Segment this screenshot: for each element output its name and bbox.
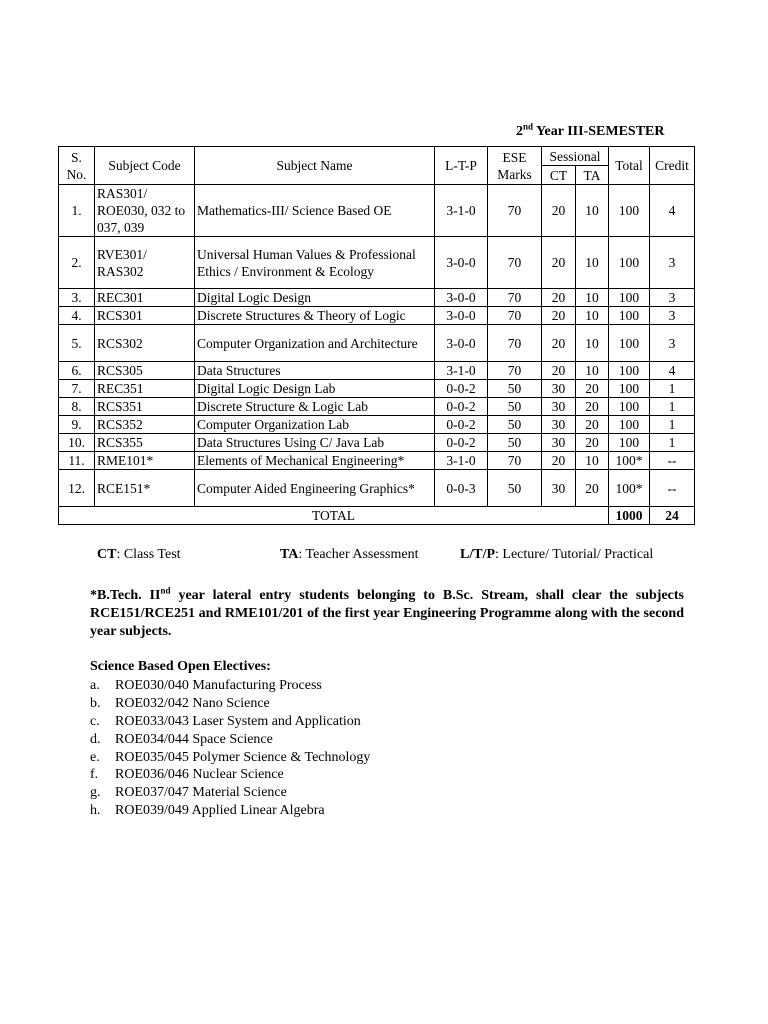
row-sno: 5. bbox=[59, 325, 95, 362]
elective-letter: f. bbox=[90, 767, 99, 783]
legend-ct-key: CT bbox=[97, 547, 117, 562]
header-ta: TA bbox=[576, 166, 609, 185]
row-sno: 11. bbox=[59, 452, 95, 470]
elective-letter: h. bbox=[90, 803, 101, 819]
row-subject-code: RCS355 bbox=[95, 434, 195, 452]
total-marks: 1000 bbox=[609, 507, 650, 525]
table-row bbox=[59, 398, 695, 416]
elective-text: ROE033/043 Laser System and Application bbox=[115, 713, 361, 729]
row-subject-name: Computer Organization and Architecture bbox=[195, 325, 435, 362]
row-ta: 20 bbox=[576, 470, 609, 507]
row-ct: 20 bbox=[542, 452, 576, 470]
header-subject-code: Subject Code bbox=[95, 147, 195, 185]
row-sno: 8. bbox=[59, 398, 95, 416]
row-sno: 2. bbox=[59, 237, 95, 289]
table-row bbox=[59, 470, 695, 507]
row-sno: 4. bbox=[59, 307, 95, 325]
row-ct: 20 bbox=[542, 289, 576, 307]
elective-letter: e. bbox=[90, 749, 100, 765]
row-sno: 10. bbox=[59, 434, 95, 452]
row-ta: 10 bbox=[576, 452, 609, 470]
row-ese: 50 bbox=[488, 470, 542, 507]
row-credit: 4 bbox=[650, 362, 695, 380]
row-ct: 30 bbox=[542, 434, 576, 452]
elective-text: ROE035/045 Polymer Science & Technology bbox=[115, 749, 371, 765]
elective-letter: c. bbox=[90, 713, 100, 729]
row-credit: 3 bbox=[650, 237, 695, 289]
row-subject-name: Data Structures bbox=[195, 362, 435, 380]
row-ltp: 3-0-0 bbox=[435, 307, 488, 325]
row-total: 100 bbox=[609, 237, 650, 289]
header-ct: CT bbox=[542, 166, 576, 185]
header-subject-name: Subject Name bbox=[195, 147, 435, 185]
row-subject-name: Data Structures Using C/ Java Lab bbox=[195, 434, 435, 452]
row-ta: 10 bbox=[576, 325, 609, 362]
table-row bbox=[59, 416, 695, 434]
row-subject-name: Discrete Structure & Logic Lab bbox=[195, 398, 435, 416]
header-total: Total bbox=[609, 147, 650, 185]
legend-ltp-value: : Lecture/ Tutorial/ Practical bbox=[495, 547, 654, 562]
row-total: 100* bbox=[609, 452, 650, 470]
elective-letter: g. bbox=[90, 785, 101, 801]
row-ese: 50 bbox=[488, 380, 542, 398]
row-ese: 70 bbox=[488, 289, 542, 307]
row-ltp: 3-1-0 bbox=[435, 362, 488, 380]
course-schedule-table bbox=[58, 146, 695, 525]
row-ltp: 3-1-0 bbox=[435, 185, 488, 237]
table-row bbox=[59, 289, 695, 307]
electives-title: Science Based Open Electives: bbox=[90, 659, 271, 674]
row-ct: 20 bbox=[542, 307, 576, 325]
row-ltp: 3-0-0 bbox=[435, 325, 488, 362]
row-subject-code: REC301 bbox=[95, 289, 195, 307]
row-sno: 9. bbox=[59, 416, 95, 434]
header-credit: Credit bbox=[650, 147, 695, 185]
row-ta: 10 bbox=[576, 362, 609, 380]
elective-text: ROE036/046 Nuclear Science bbox=[115, 767, 284, 783]
header-ltp: L-T-P bbox=[435, 147, 488, 185]
row-ct: 30 bbox=[542, 398, 576, 416]
row-credit: -- bbox=[650, 470, 695, 507]
row-credit: 3 bbox=[650, 325, 695, 362]
elective-letter: a. bbox=[90, 678, 100, 693]
row-subject-name: Computer Organization Lab bbox=[195, 416, 435, 434]
total-label: TOTAL bbox=[59, 507, 609, 525]
legend-ta bbox=[280, 547, 419, 563]
row-ta: 10 bbox=[576, 289, 609, 307]
heading-rest: Year III-SEMESTER bbox=[533, 124, 665, 139]
row-subject-code: RVE301/ RAS302 bbox=[95, 237, 195, 289]
row-ese: 70 bbox=[488, 452, 542, 470]
row-total: 100 bbox=[609, 416, 650, 434]
row-total: 100 bbox=[609, 325, 650, 362]
row-ta: 20 bbox=[576, 434, 609, 452]
elective-item bbox=[90, 784, 370, 802]
row-ese: 70 bbox=[488, 237, 542, 289]
row-ct: 30 bbox=[542, 470, 576, 507]
note-part2: year lateral entry students belonging to B.Sc. Stream, shall clear the subjects RCE151/RCE251 and RME101/201 of the first year Engineering Programme along with the second year subjects. bbox=[90, 588, 684, 639]
elective-item bbox=[90, 695, 370, 713]
row-credit: 4 bbox=[650, 185, 695, 237]
row-ta: 20 bbox=[576, 380, 609, 398]
header-sessional: Sessional bbox=[542, 147, 609, 166]
table-total-row bbox=[59, 507, 695, 525]
row-subject-name: Elements of Mechanical Engineering* bbox=[195, 452, 435, 470]
legend-ta-key: TA bbox=[280, 547, 299, 562]
row-subject-code: REC351 bbox=[95, 380, 195, 398]
row-credit: -- bbox=[650, 452, 695, 470]
row-ltp: 3-0-0 bbox=[435, 289, 488, 307]
row-subject-name: Computer Aided Engineering Graphics* bbox=[195, 470, 435, 507]
elective-text: ROE039/049 Applied Linear Algebra bbox=[115, 803, 325, 819]
row-subject-code: RCS352 bbox=[95, 416, 195, 434]
row-credit: 3 bbox=[650, 307, 695, 325]
row-total: 100 bbox=[609, 380, 650, 398]
row-subject-code: RCS302 bbox=[95, 325, 195, 362]
row-subject-code: RME101* bbox=[95, 452, 195, 470]
row-ese: 50 bbox=[488, 434, 542, 452]
table-header-row bbox=[59, 147, 695, 166]
row-total: 100 bbox=[609, 398, 650, 416]
row-ltp: 3-1-0 bbox=[435, 452, 488, 470]
table-row bbox=[59, 380, 695, 398]
row-subject-code: RAS301/ ROE030, 032 to 037, 039 bbox=[95, 185, 195, 237]
row-ltp: 0-0-3 bbox=[435, 470, 488, 507]
legend-ct-value: : Class Test bbox=[116, 547, 181, 562]
row-ct: 30 bbox=[542, 416, 576, 434]
row-sno: 7. bbox=[59, 380, 95, 398]
row-ese: 70 bbox=[488, 325, 542, 362]
elective-item bbox=[90, 677, 370, 695]
row-ese: 50 bbox=[488, 416, 542, 434]
row-ct: 20 bbox=[542, 325, 576, 362]
header-ese-marks: ESE Marks bbox=[488, 147, 542, 185]
row-total: 100* bbox=[609, 470, 650, 507]
row-credit: 1 bbox=[650, 398, 695, 416]
elective-item bbox=[90, 802, 370, 820]
table-row bbox=[59, 362, 695, 380]
table-row bbox=[59, 452, 695, 470]
elective-text: ROE037/047 Material Science bbox=[115, 785, 287, 801]
row-credit: 3 bbox=[650, 289, 695, 307]
row-ltp: 0-0-2 bbox=[435, 416, 488, 434]
row-sno: 12. bbox=[59, 470, 95, 507]
row-ese: 70 bbox=[488, 185, 542, 237]
row-subject-name: Discrete Structures & Theory of Logic bbox=[195, 307, 435, 325]
row-total: 100 bbox=[609, 434, 650, 452]
elective-letter: b. bbox=[90, 695, 101, 711]
legend-ltp bbox=[460, 547, 653, 563]
lateral-entry-note bbox=[90, 587, 684, 641]
elective-text: ROE034/044 Space Science bbox=[115, 731, 273, 747]
row-subject-code: RCS351 bbox=[95, 398, 195, 416]
legend-ta-value: : Teacher Assessment bbox=[298, 547, 419, 562]
row-ta: 10 bbox=[576, 185, 609, 237]
row-subject-name: Mathematics-III/ Science Based OE bbox=[195, 185, 435, 237]
heading-ordinal: 2 bbox=[516, 124, 523, 139]
elective-item bbox=[90, 713, 370, 731]
heading-ordinal-sup: nd bbox=[523, 121, 534, 132]
row-ese: 50 bbox=[488, 398, 542, 416]
row-sno: 3. bbox=[59, 289, 95, 307]
row-ta: 20 bbox=[576, 398, 609, 416]
row-subject-code: RCS301 bbox=[95, 307, 195, 325]
electives-list bbox=[90, 677, 370, 820]
table-row bbox=[59, 434, 695, 452]
row-ltp: 0-0-2 bbox=[435, 380, 488, 398]
row-total: 100 bbox=[609, 185, 650, 237]
elective-text: ROE030/040 Manufacturing Process bbox=[115, 678, 322, 693]
legend-ltp-key: L/T/P bbox=[460, 547, 496, 562]
header-sno: S. No. bbox=[59, 147, 95, 185]
row-subject-code: RCE151* bbox=[95, 470, 195, 507]
row-subject-name: Digital Logic Design bbox=[195, 289, 435, 307]
row-ta: 20 bbox=[576, 416, 609, 434]
row-ltp: 0-0-2 bbox=[435, 398, 488, 416]
row-total: 100 bbox=[609, 289, 650, 307]
row-total: 100 bbox=[609, 362, 650, 380]
row-ct: 30 bbox=[542, 380, 576, 398]
semester-heading bbox=[516, 121, 665, 140]
row-credit: 1 bbox=[650, 434, 695, 452]
row-ese: 70 bbox=[488, 307, 542, 325]
row-credit: 1 bbox=[650, 380, 695, 398]
elective-item bbox=[90, 766, 370, 784]
row-ta: 10 bbox=[576, 237, 609, 289]
legend-ct bbox=[97, 547, 181, 563]
row-ltp: 3-0-0 bbox=[435, 237, 488, 289]
elective-text: ROE032/042 Nano Science bbox=[115, 695, 270, 711]
row-ct: 20 bbox=[542, 185, 576, 237]
table-row bbox=[59, 325, 695, 362]
row-subject-name: Digital Logic Design Lab bbox=[195, 380, 435, 398]
row-ltp: 0-0-2 bbox=[435, 434, 488, 452]
elective-item bbox=[90, 749, 370, 767]
row-subject-name: Universal Human Values & Professional Ethics / Environment & Ecology bbox=[195, 237, 435, 289]
row-ese: 70 bbox=[488, 362, 542, 380]
row-ta: 10 bbox=[576, 307, 609, 325]
row-ct: 20 bbox=[542, 237, 576, 289]
elective-letter: d. bbox=[90, 731, 101, 747]
elective-item bbox=[90, 731, 370, 749]
row-subject-code: RCS305 bbox=[95, 362, 195, 380]
row-sno: 1. bbox=[59, 185, 95, 237]
table-row bbox=[59, 185, 695, 237]
row-sno: 6. bbox=[59, 362, 95, 380]
table-row bbox=[59, 307, 695, 325]
total-credit: 24 bbox=[650, 507, 695, 525]
table-row bbox=[59, 237, 695, 289]
row-ct: 20 bbox=[542, 362, 576, 380]
row-credit: 1 bbox=[650, 416, 695, 434]
note-part1: *B.Tech. II bbox=[90, 588, 161, 603]
note-sup: nd bbox=[160, 585, 171, 596]
row-total: 100 bbox=[609, 307, 650, 325]
